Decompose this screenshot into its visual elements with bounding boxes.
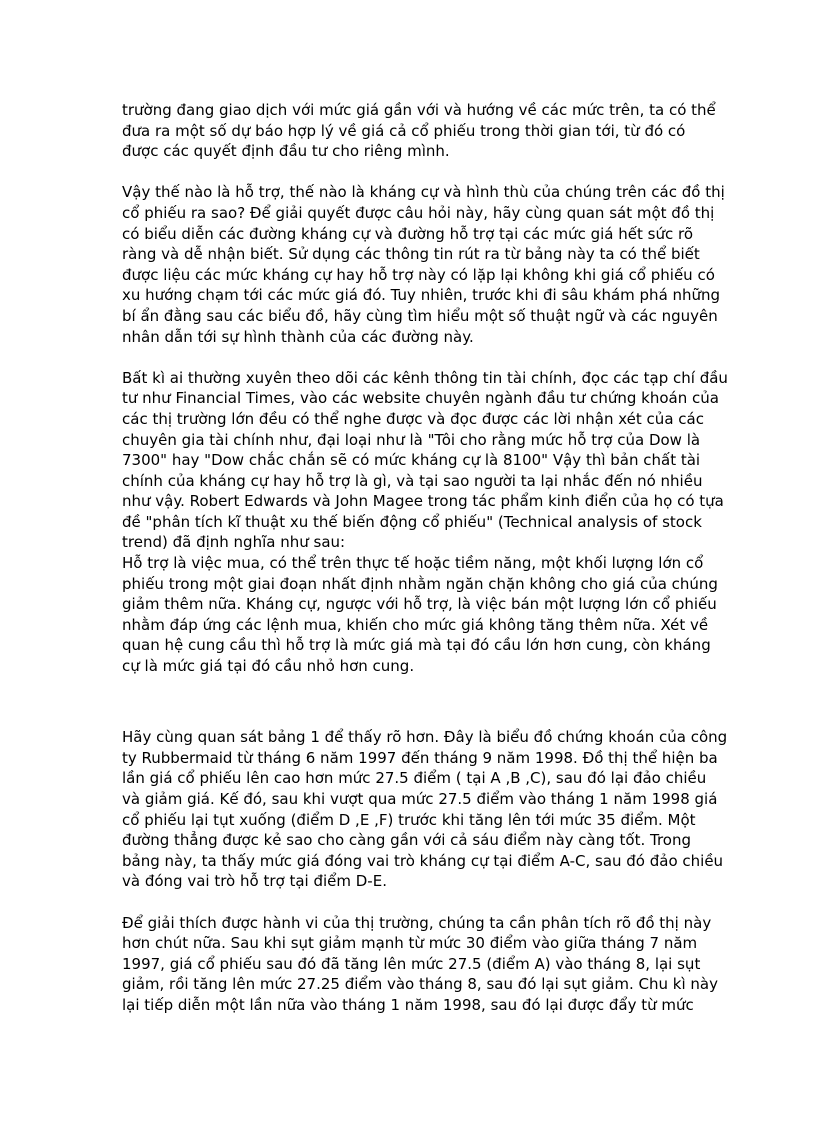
text-line: trend) đã định nghĩa như sau: bbox=[122, 533, 346, 552]
text-line: nhằm đáp ứng các lệnh mua, khiến cho mức giá không tăng thêm nữa. Xét về bbox=[122, 615, 709, 634]
text-line: cự là mức giá tại đó cầu nhỏ hơn cung. bbox=[122, 657, 415, 676]
paragraph bbox=[122, 368, 728, 677]
paragraph bbox=[122, 100, 716, 162]
text-line: trường đang giao dịch với mức giá gần với và hướng về các mức trên, ta có thể bbox=[122, 101, 716, 119]
text-line: và đóng vai trò hỗ trợ tại điểm D-E. bbox=[122, 872, 387, 891]
text-line: cổ phiếu ra sao? Để giải quyết được câu hỏi này, hãy cùng quan sát một đồ thị bbox=[122, 203, 715, 222]
text-line: Hãy cùng quan sát bảng 1 để thấy rõ hơn. Đây là biểu đồ chứng khoán của công bbox=[122, 728, 728, 747]
paragraph-gap bbox=[122, 162, 687, 183]
text-line: được các quyết định đầu tư cho riêng mình. bbox=[122, 142, 450, 161]
document-body bbox=[122, 100, 728, 1016]
paragraph bbox=[122, 182, 725, 347]
text-line: giảm thêm nữa. Kháng cự, ngược với hỗ trợ, là việc bán một lượng lớn cổ phiếu bbox=[122, 595, 717, 614]
paragraph-gap bbox=[122, 697, 687, 727]
text-line: lại tiếp diễn một lần nữa vào tháng 1 năm 1998, sau đó lại được đẩy từ mức bbox=[122, 995, 694, 1014]
text-line: được liệu các mức kháng cự hay hỗ trợ này có lặp lại không khi giá cổ phiếu có bbox=[122, 265, 715, 284]
text-line: tư như Financial Times, vào các website chuyên ngành đầu tư chứng khoán của bbox=[122, 389, 719, 408]
text-line: Bất kì ai thường xuyên theo dõi các kênh thông tin tài chính, đọc các tạp chí đầu bbox=[122, 368, 728, 387]
paragraph-gap bbox=[122, 892, 687, 913]
text-line: như vậy. Robert Edwards và John Magee trong tác phẩm kinh điển của họ có tựa bbox=[122, 492, 724, 511]
text-line: cổ phiếu lại tụt xuống (điểm D ,E ,F) trước khi tăng lên tới mức 35 điểm. Một bbox=[122, 810, 696, 829]
text-line: Hỗ trợ là việc mua, có thể trên thực tế hoặc tiềm năng, một khối lượng lớn cổ bbox=[122, 554, 704, 573]
text-line: phiếu trong một giai đoạn nhất định nhằm ngăn chặn không cho giá của chúng bbox=[122, 574, 718, 593]
text-line: 7300" hay "Dow chắc chắn sẽ có mức kháng cự là 8100" Vậy thì bản chất tài bbox=[122, 451, 701, 470]
text-line: chính của kháng cự hay hỗ trợ là gì, và tại sao người ta lại nhắc đến nó nhiều bbox=[122, 471, 703, 490]
paragraph-gap bbox=[122, 677, 687, 698]
paragraph-gap bbox=[122, 347, 687, 368]
text-line: hơn chút nữa. Sau khi sụt giảm mạnh từ mức 30 điểm vào giữa tháng 7 năm bbox=[122, 934, 698, 953]
text-line: bảng này, ta thấy mức giá đóng vai trò kháng cự tại điểm A-C, sau đó đảo chiều bbox=[122, 851, 724, 870]
text-line: 1997, giá cổ phiếu sau đó đã tăng lên mức 27.5 (điểm A) vào tháng 8, lại sụt bbox=[122, 954, 701, 973]
text-line: bí ẩn đằng sau các biểu đồ, hãy cùng tìm hiểu một số thuật ngữ và các nguyên bbox=[122, 306, 718, 325]
paragraph bbox=[122, 913, 718, 1016]
text-line: đề "phân tích kĩ thuật xu thế biến động cổ phiếu" (Technical analysis of stock bbox=[122, 512, 702, 531]
text-line: đường thẳng được kẻ sao cho càng gần với cả sáu điểm này càng tốt. Trong bbox=[122, 831, 691, 850]
text-line: xu hướng chạm tới các mức giá đó. Tuy nhiên, trước khi đi sâu khám phá những bbox=[122, 286, 721, 305]
text-line: ty Rubbermaid từ tháng 6 năm 1997 đến tháng 9 năm 1998. Đồ thị thể hiện ba bbox=[122, 748, 718, 767]
text-line: các thị trường lớn đều có thể nghe được và đọc được các lời nhận xét của các bbox=[122, 409, 704, 428]
text-line: lần giá cổ phiếu lên cao hơn mức 27.5 điểm ( tại A ,B ,C), sau đó lại đảo chiều bbox=[122, 769, 707, 788]
paragraph bbox=[122, 727, 728, 892]
text-line: chuyên gia tài chính như, đại loại như là "Tôi cho rằng mức hỗ trợ của Dow là bbox=[122, 430, 701, 449]
text-line: Vậy thế nào là hỗ trợ, thế nào là kháng cự và hình thù của chúng trên các đồ thị bbox=[122, 183, 725, 202]
text-line: đưa ra một số dự báo hợp lý về giá cả cổ phiếu trong thời gian tới, từ đó có bbox=[122, 121, 686, 140]
text-line: ràng và dễ nhận biết. Sử dụng các thông tin rút ra từ bảng này ta có thể biết bbox=[122, 245, 700, 264]
text-line: giảm, rồi tăng lên mức 27.25 điểm vào tháng 8, sau đó lại sụt giảm. Chu kì này bbox=[122, 975, 718, 994]
text-line: có biểu diễn các đường kháng cự và đường hỗ trợ tại các mức giá hết sức rõ bbox=[122, 224, 694, 243]
text-line: và giảm giá. Kế đó, sau khi vượt qua mức 27.5 điểm vào tháng 1 năm 1998 giá bbox=[122, 790, 718, 808]
text-line: Để giải thích được hành vi của thị trường, chúng ta cần phân tích rõ đồ thị này bbox=[122, 913, 712, 932]
text-line: nhân dẫn tới sự hình thành của các đường này. bbox=[122, 327, 474, 346]
text-line: quan hệ cung cầu thì hỗ trợ là mức giá mà tại đó cầu lớn hơn cung, còn kháng bbox=[122, 636, 711, 655]
